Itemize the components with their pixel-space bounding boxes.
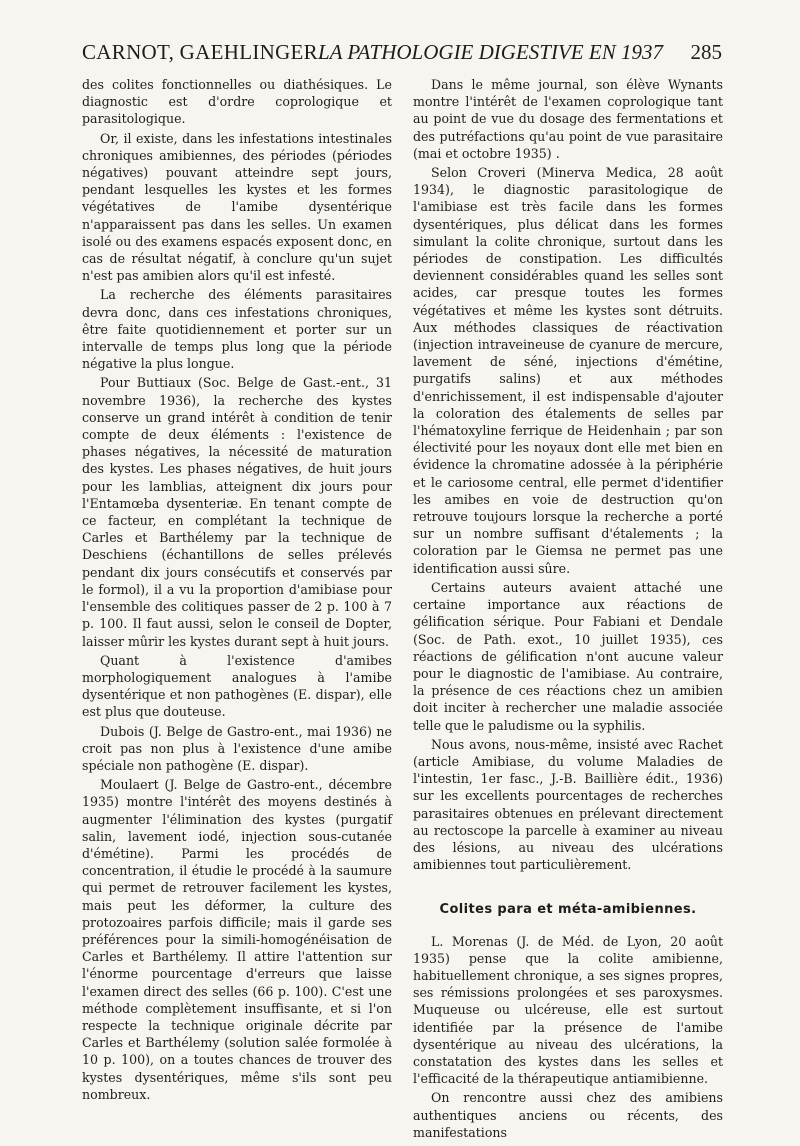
paragraph: Dans le même journal, son élève Wynants montre l'intérêt de l'examen coprologique tant au point de vue du dosage des fermentations et des putréfactions qu'au point de vue parasitaire (mai et octobre 1935) . (413, 77, 723, 161)
header-authors: CARNOT, GAEHLINGER. (82, 40, 324, 64)
paragraph: Moulaert (J. Belge de Gastro-ent., décembre 1935) montre l'intérêt des moyens destinés à augmenter l'élimination des kystes (purgatif salin, lavement iodé, injection sous-cutanée d'émétine). Parmi les procédés de concentration, il étudie le procédé à la saumure qui permet de retrouver facilement les kystes, mais peut les déformer, la culture des protozoaires parfois difficile; mais il garde ses préférences pour la simili-homogénéisation de Carles et Barthélemy. Il attire l'attention sur l'énorme pourcentage d'erreurs que laisse l'examen direct des selles (66 p. 100). C'est une méthode complètement insuffisante, et si l'on respecte la technique originale décrite par Carles et Barthélemy (solution salée formolée à 10 p. 100), on a toutes chances de trouver des kystes dysentériques, même s'ils sont peu nombreux. (82, 777, 392, 1102)
paragraph: Quant à l'existence d'amibes morphologiquement analogues à l'amibe dysentérique et non pathogènes (E. dispar), elle est plus que douteuse. (82, 652, 392, 720)
section-heading: Colites para et méta-amibiennes. (439, 902, 697, 918)
paragraph: Pour Buttiaux (Soc. Belge de Gast.-ent., 31 novembre 1936), la recherche des kystes conserve un grand intérêt à condition de tenir compte de deux éléments : l'existence de phases négatives, la nécessité de maturation des kystes. Les phases négatives, de huit jours pour les lamblias, atteignent dix jours pour l'Entamœba dysenteriæ. En tenant compte de ce facteur, en complétant la technique de Carles et Barthélemy par la technique de Deschiens (échantillons de selles prélevés pendant dix jours consécutifs et conservés par le formol), il a vu la proportion d'amibiase pour l'ensemble des colitiques passer de 2 p. 100 à 7 p. 100. Il faut aussi, selon le conseil de Dopter, laisser mûrir les kystes durant sept à huit jours. (82, 375, 392, 649)
paragraph: Certains auteurs avaient attaché une certaine importance aux réactions de gélification sérique. Pour Fabiani et Dendale (Soc. de Path. exot., 10 juillet 1935), ces réactions de gélification n'ont aucune valeur pour le diagnostic de l'amibiase. Au contraire, la présence de ces réactions chez un amibien doit inciter à rechercher une maladie associée telle que le paludisme ou la syphilis. (413, 579, 723, 733)
left-column (82, 76, 392, 1105)
header-title: LA PATHOLOGIE DIGESTIVE EN 1937 (318, 40, 663, 64)
paragraph: La recherche des éléments parasitaires devra donc, dans ces infestations chroniques, être faite quotidiennement et porter sur un intervalle de temps plus long que la période négative la plus longue. (82, 287, 392, 372)
running-header (82, 40, 722, 70)
paragraph: On rencontre aussi chez des amibiens authentiques anciens ou récents, des manifestations (413, 1090, 723, 1140)
paragraph: Dubois (J. Belge de Gastro-ent., mai 1936) ne croit pas non plus à l'existence d'une amibe spéciale non pathogène (E. dispar). (82, 723, 392, 773)
paragraph: Selon Croveri (Minerva Medica, 28 août 1934), le diagnostic parasitologique de l'amibiase est très facile dans les formes dysentériques, plus délicat dans les formes simulant la colite chronique, surtout dans les périodes de constipation. Les difficultés deviennent considérables quand les selles sont acides, car presque toutes les formes végétatives et même les kystes sont détruits. Aux méthodes classiques de réactivation (injection intraveineuse de cyanure de mercure, lavement de séné, injections d'émétine, purgatifs salins) et aux méthodes d'enrichissement, il est indispensable d'ajouter la coloration des étalements de selles par l'hématoxyline ferrique de Heidenhain ; par son électivité pour les noyaux dont elle met bien en évidence la chromatine adossée à la périphérie et le cariosome central, elle permet d'identifier les amibes en voie de destruction qu'on retrouve toujours lorsque la recherche a porté sur un nombre suffisant d'étalements ; la coloration par le Giemsa ne permet pas une identification aussi sûre. (413, 165, 723, 576)
paragraph: Or, il existe, dans les infestations intestinales chroniques amibiennes, des périodes (périodes négatives) pouvant atteindre sept jours, pendant lesquelles les kystes et les formes végétatives de l'amibe dysentérique n'apparaissent pas dans les selles. Un examen isolé ou des examens espacés exposent donc, en cas de résultat négatif, à conclure qu'un sujet n'est pas amibien alors qu'il est infesté. (82, 130, 392, 284)
paragraph: Nous avons, nous-même, insisté avec Rachet (article Amibiase, du volume Maladies de l'intestin, 1er fasc., J.-B. Baillière édit., 1936) sur les excellents pourcentages de recherches parasitaires obtenues en prélevant directement au rectoscope la parcelle à examiner au niveau des lésions, au niveau des ulcérations amibiennes tout particulièrement. (413, 736, 723, 873)
right-column (413, 76, 723, 1143)
page-number: 285 (690, 40, 722, 64)
paragraph: des colites fonctionnelles ou diathésiques. Le diagnostic est d'ordre coprologique et parasitologique. (82, 77, 392, 127)
paragraph: L. Morenas (J. de Méd. de Lyon, 20 août 1935) pense que la colite amibienne, habituellement chronique, a ses signes propres, ses rémissions prolongées et ses paroxysmes. Muqueuse ou ulcéreuse, elle est surtout identifiée par la présence de l'amibe dysentérique au niveau des ulcérations, la constatation des kystes dans les selles et l'efficacité de la thérapeutique antiamibienne. (413, 933, 723, 1087)
